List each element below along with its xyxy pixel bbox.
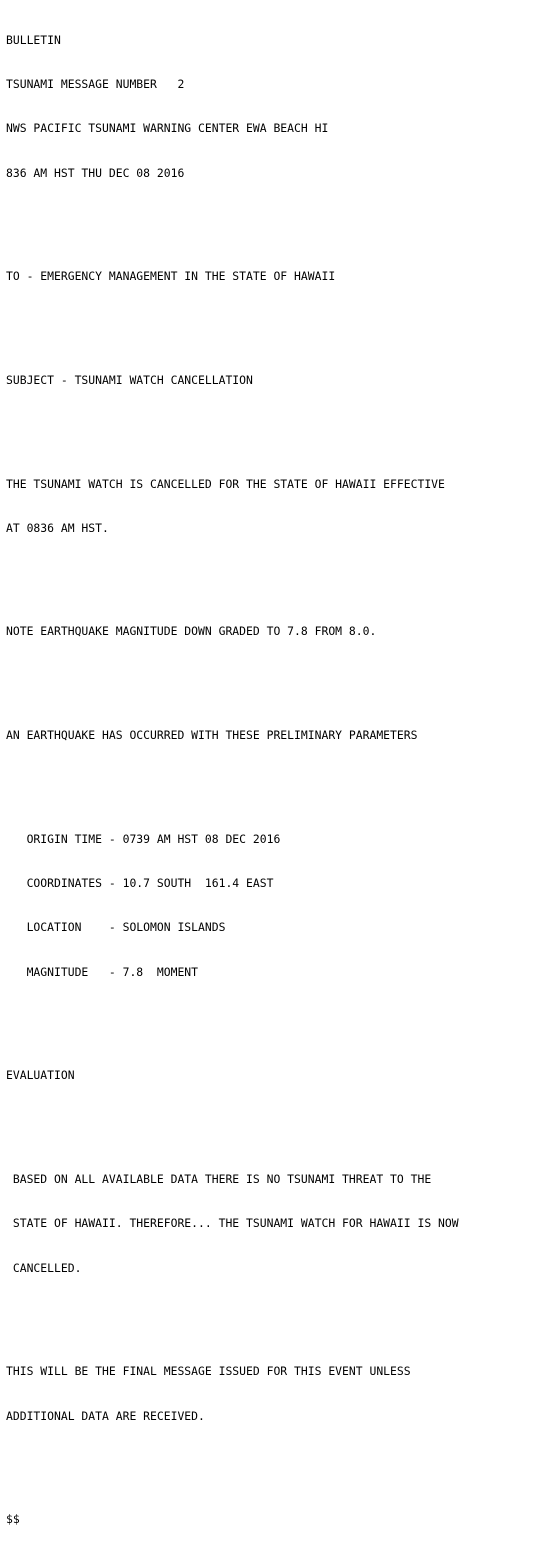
issuing-center: NWS PACIFIC TSUNAMI WARNING CENTER EWA BEACH HI xyxy=(6,121,329,136)
param-origin-time: ORIGIN TIME - 0739 AM HST 08 DEC 2016 xyxy=(6,831,281,846)
spacer xyxy=(6,1009,459,1024)
bulletin-label: BULLETIN xyxy=(6,32,61,47)
spacer xyxy=(6,1453,459,1468)
subject-line: SUBJECT - TSUNAMI WATCH CANCELLATION xyxy=(6,372,253,387)
evaluation-text-line-3: CANCELLED. xyxy=(6,1260,82,1275)
final-message-line-1: THIS WILL BE THE FINAL MESSAGE ISSUED FOR THIS EVENT UNLESS xyxy=(6,1364,411,1379)
message-number: TSUNAMI MESSAGE NUMBER 2 xyxy=(6,76,185,91)
cancellation-text-line-1: THE TSUNAMI WATCH IS CANCELLED FOR THE STATE OF HAWAII EFFECTIVE xyxy=(6,476,445,491)
final-message-line-2: ADDITIONAL DATA ARE RECEIVED. xyxy=(6,1408,205,1423)
bulletin-document xyxy=(6,3,459,1542)
issue-timestamp: 836 AM HST THU DEC 08 2016 xyxy=(6,165,185,180)
cancellation-text-line-2: AT 0836 AM HST. xyxy=(6,520,109,535)
spacer xyxy=(6,1305,459,1320)
spacer xyxy=(6,772,459,787)
to-line: TO - EMERGENCY MANAGEMENT IN THE STATE OF HAWAII xyxy=(6,269,336,284)
spacer xyxy=(6,314,459,329)
spacer xyxy=(6,565,459,580)
spacer xyxy=(6,1113,459,1128)
evaluation-heading: EVALUATION xyxy=(6,1068,75,1083)
end-marker: $$ xyxy=(6,1512,20,1527)
spacer xyxy=(6,210,459,225)
param-coordinates: COORDINATES - 10.7 SOUTH 161.4 EAST xyxy=(6,876,274,891)
spacer xyxy=(6,669,459,684)
evaluation-text-line-2: STATE OF HAWAII. THEREFORE... THE TSUNAMI WATCH FOR HAWAII IS NOW xyxy=(6,1216,459,1231)
parameters-intro: AN EARTHQUAKE HAS OCCURRED WITH THESE PRELIMINARY PARAMETERS xyxy=(6,728,418,743)
magnitude-note: NOTE EARTHQUAKE MAGNITUDE DOWN GRADED TO 7.8 FROM 8.0. xyxy=(6,624,377,639)
evaluation-text-line-1: BASED ON ALL AVAILABLE DATA THERE IS NO TSUNAMI THREAT TO THE xyxy=(6,1171,432,1186)
param-location: LOCATION - SOLOMON ISLANDS xyxy=(6,920,226,935)
param-magnitude: MAGNITUDE - 7.8 MOMENT xyxy=(6,964,199,979)
spacer xyxy=(6,417,459,432)
